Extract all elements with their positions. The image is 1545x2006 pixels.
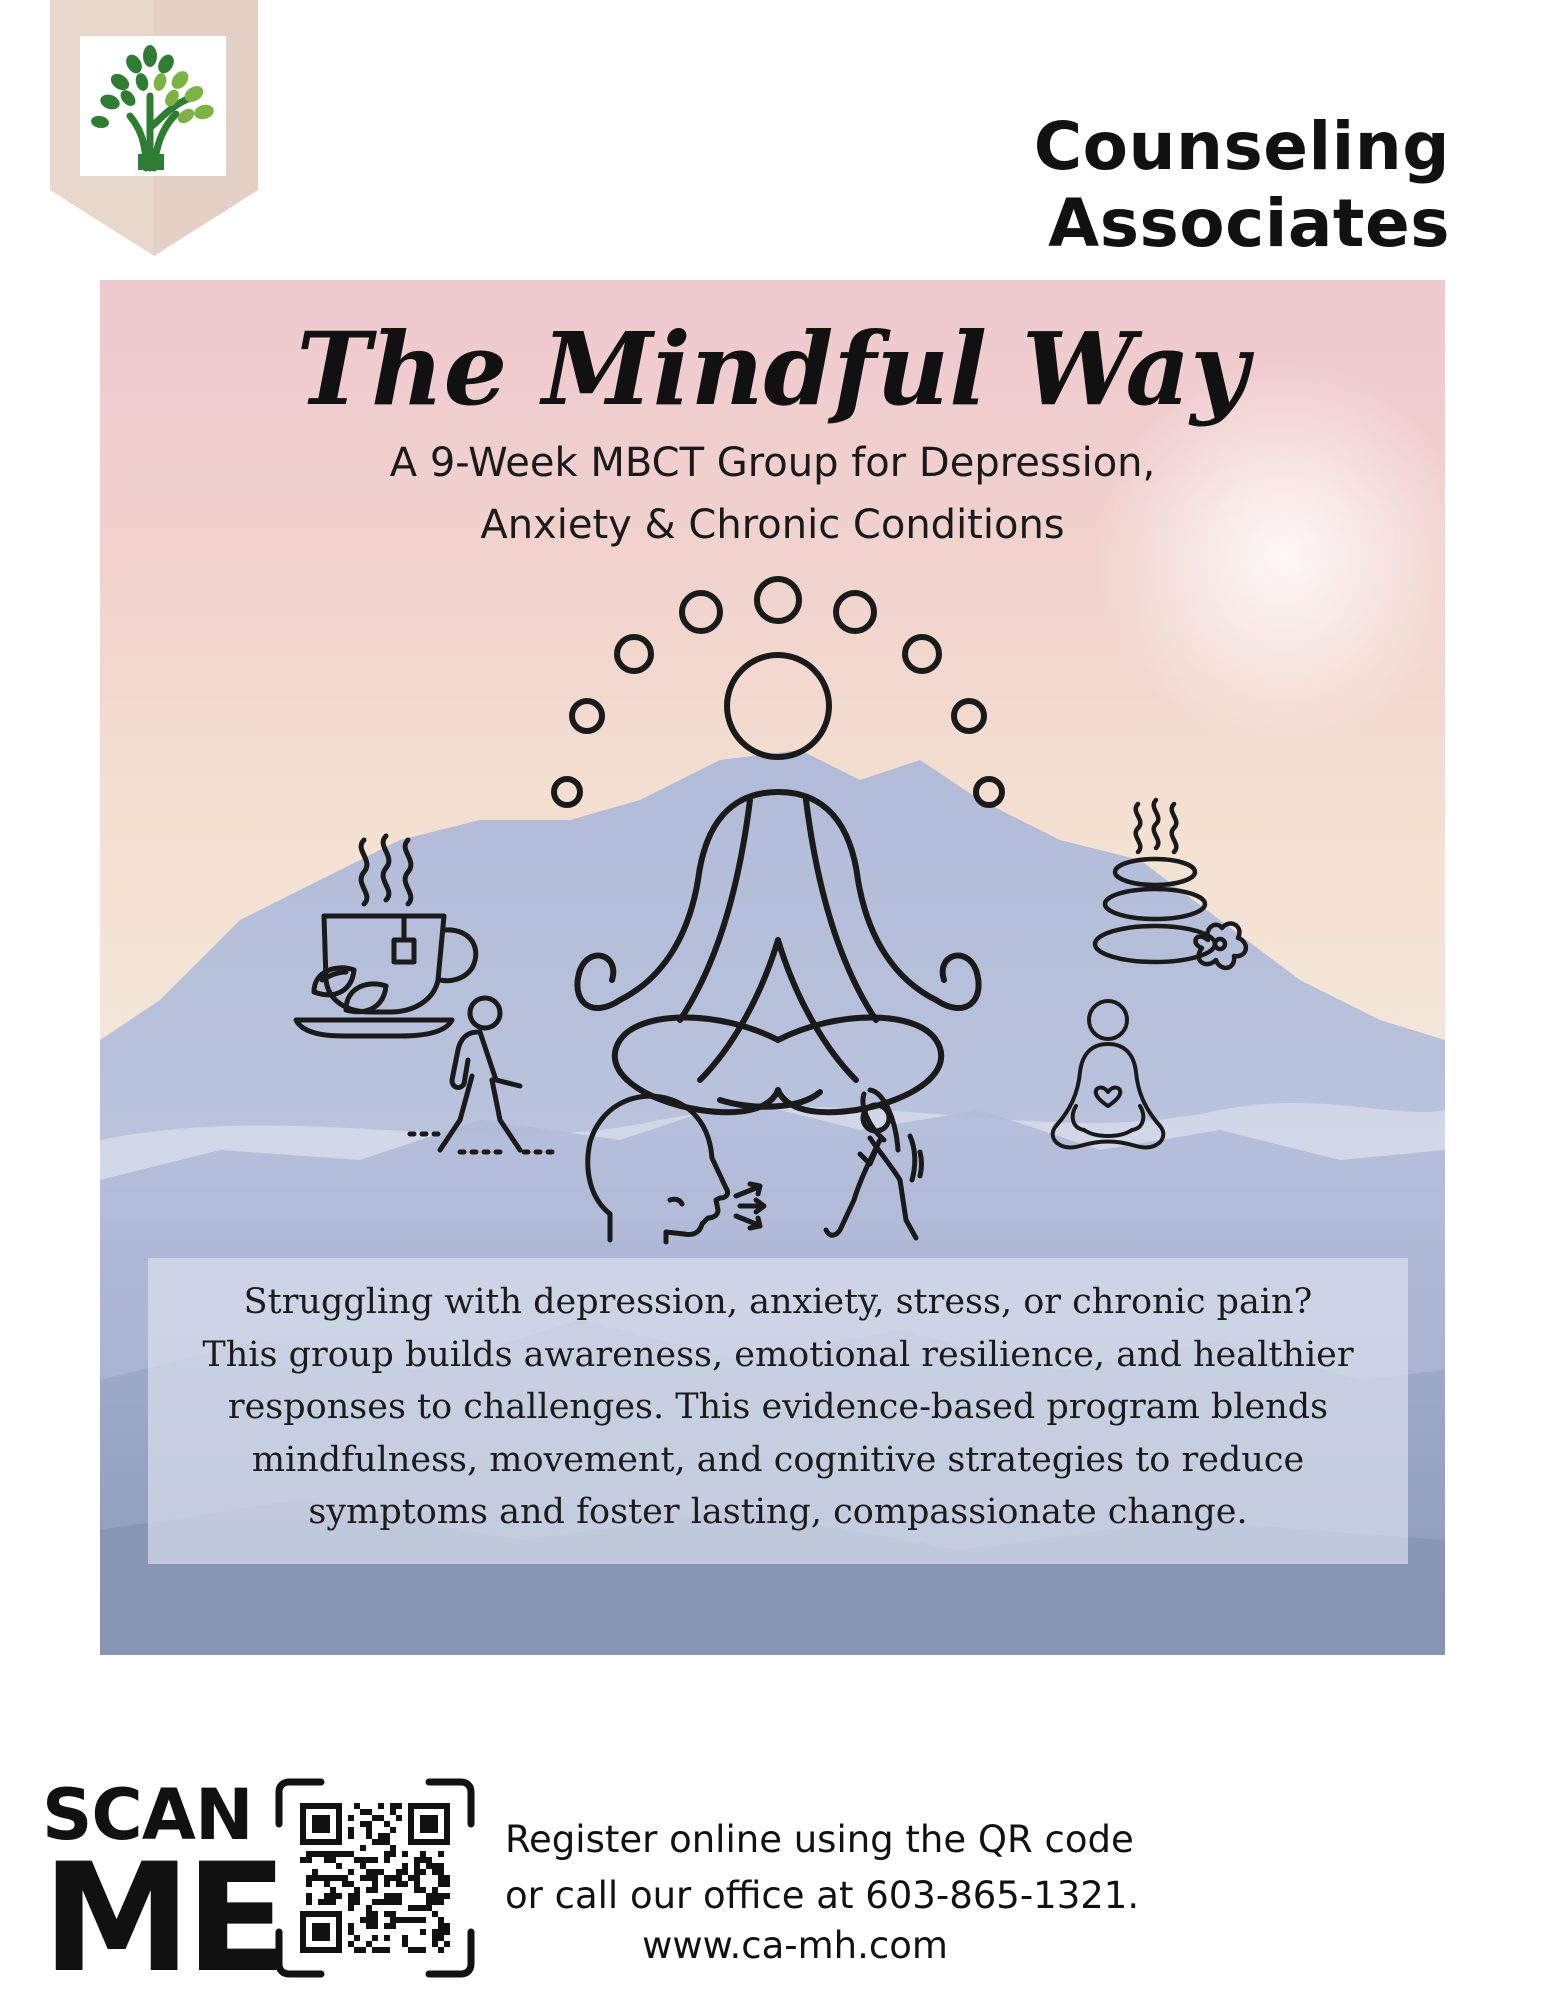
organization-name: Counseling Associates: [1033, 108, 1450, 262]
description-line: mindfulness, movement, and cognitive strategies to reduce: [251, 1439, 1305, 1480]
website-link[interactable]: www.ca-mh.com: [642, 1924, 948, 1967]
logo: [80, 36, 226, 176]
tree-logo-icon: [80, 36, 226, 176]
scan-me-label: [42, 1774, 282, 2006]
register-info: [505, 1812, 1305, 1924]
stacked-stones-icon: [1095, 800, 1246, 968]
description-line: Struggling with depression, anxiety, stress, or chronic pain?: [243, 1282, 1313, 1322]
description-line: symptoms and foster lasting, compassionate change.: [308, 1492, 1248, 1532]
scan-text: SCAN: [42, 1774, 253, 1856]
description-line: responses to challenges. This evidence-based program blends: [227, 1387, 1329, 1427]
breathing-head-icon: [588, 1096, 764, 1242]
hero-panel: [100, 280, 1445, 1655]
description-line: This group builds awareness, emotional resilience, and healthier: [202, 1334, 1354, 1375]
description: [148, 1276, 1408, 1539]
subtitle-line: A 9-Week MBCT Group for Depression,: [389, 440, 1156, 486]
qr-modules: [300, 1803, 450, 1953]
description-box: [148, 1258, 1408, 1564]
subtitle-line: Anxiety & Chronic Conditions: [480, 502, 1065, 548]
register-line: or call our office at 603-865-1321.: [505, 1874, 1140, 1917]
heart-meditation-icon: [1053, 1001, 1164, 1147]
register-line: Register online using the QR code: [505, 1818, 1134, 1861]
meditation-figure-icon: [554, 579, 1002, 1112]
program-title: The Mindful Way: [296, 310, 1249, 428]
tea-cup-icon: [296, 836, 476, 1036]
me-text: ME: [42, 1832, 282, 2006]
qr-code[interactable]: [275, 1778, 475, 1978]
